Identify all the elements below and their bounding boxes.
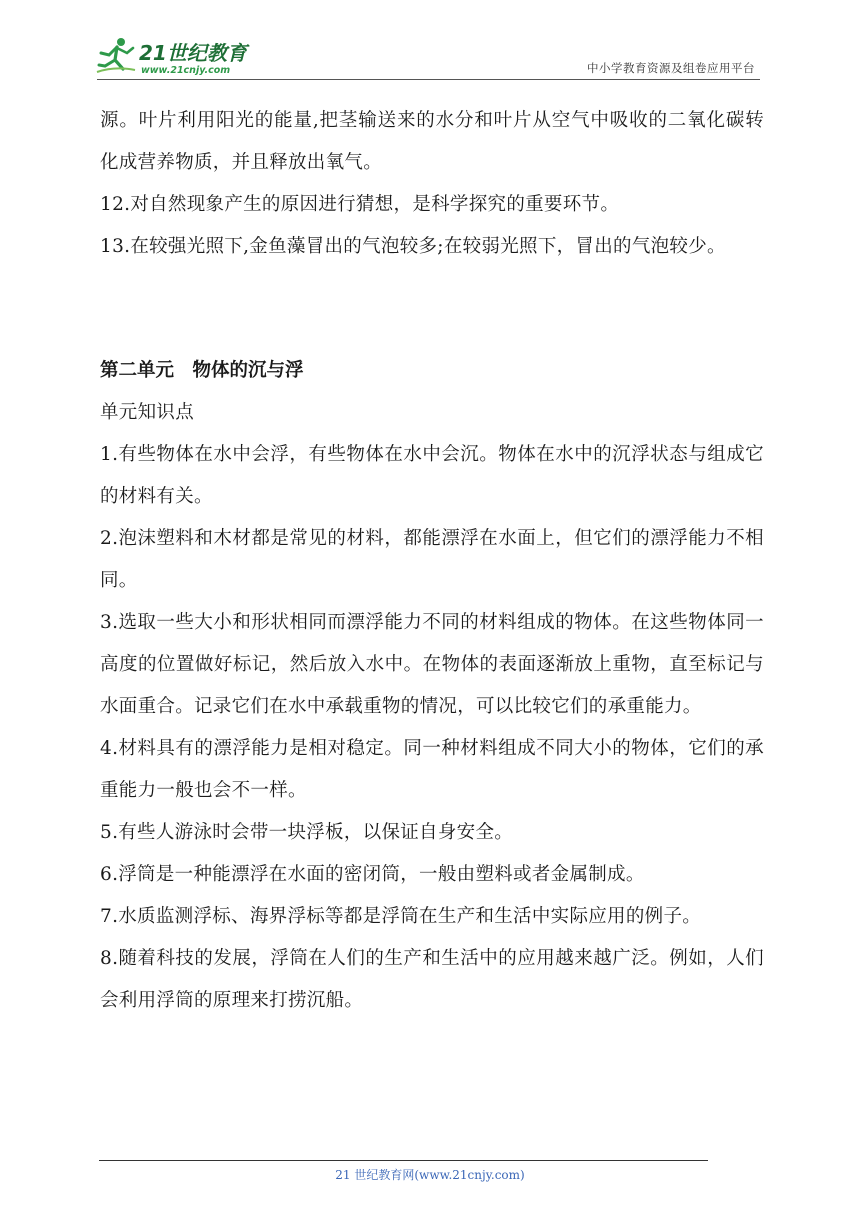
paragraph: 13.在较强光照下,金鱼藻冒出的气泡较多;在较弱光照下，冒出的气泡较少。 xyxy=(100,236,726,257)
knowledge-point: 2.泡沫塑料和木材都是常见的材料，都能漂浮在水面上，但它们的漂浮能力不相同。 xyxy=(100,528,764,591)
paragraph: 源。叶片利用阳光的能量,把茎输送来的水分和叶片从空气中吸收的二氧化碳转化成营养物质，并且释放出氧气。 xyxy=(100,110,764,173)
footer-divider xyxy=(99,1160,708,1161)
footer-link[interactable]: 21 世纪教育网(www.21cnjy.com) xyxy=(335,1168,525,1182)
logo-text: 21世纪教育 xyxy=(139,41,247,65)
platform-name: 中小学教育资源及组卷应用平台 xyxy=(587,61,755,75)
paragraph: 12.对自然现象产生的原因进行猜想，是科学探究的重要环节。 xyxy=(100,194,620,215)
knowledge-point: 1.有些物体在水中会浮，有些物体在水中会沉。物体在水中的沉浮状态与组成它的材料有关。 xyxy=(100,444,764,507)
header-divider xyxy=(97,79,760,80)
unit-title: 第二单元 物体的沉与浮 xyxy=(100,360,304,381)
section-gap xyxy=(100,268,764,350)
runner-logo-icon xyxy=(95,36,265,78)
knowledge-point: 4.材料具有的漂浮能力是相对稳定。同一种材料组成不同大小的物体，它们的承重能力一般也会不一样。 xyxy=(100,738,764,801)
page-header xyxy=(0,0,860,80)
document-body xyxy=(100,100,764,1022)
unit-subtitle: 单元知识点 xyxy=(100,402,195,423)
knowledge-point: 8.随着科技的发展，浮筒在人们的生产和生活中的应用越来越广泛。例如，人们会利用浮筒的原理来打捞沉船。 xyxy=(100,948,764,1011)
knowledge-point: 5.有些人游泳时会带一块浮板，以保证自身安全。 xyxy=(100,822,514,843)
knowledge-point: 6.浮筒是一种能漂浮在水面的密闭筒，一般由塑料或者金属制成。 xyxy=(100,864,645,885)
logo-url: www.21cnjy.com xyxy=(141,65,231,76)
site-logo[interactable] xyxy=(95,36,265,78)
knowledge-point: 7.水质监测浮标、海界浮标等都是浮筒在生产和生活中实际应用的例子。 xyxy=(100,906,702,927)
knowledge-point: 3.选取一些大小和形状相同而漂浮能力不同的材料组成的物体。在这些物体同一高度的位置做好标记，然后放入水中。在物体的表面逐渐放上重物，直至标记与水面重合。记录它们在水中承载重物的情况，可以比较它们的承重能力。 xyxy=(100,612,764,717)
